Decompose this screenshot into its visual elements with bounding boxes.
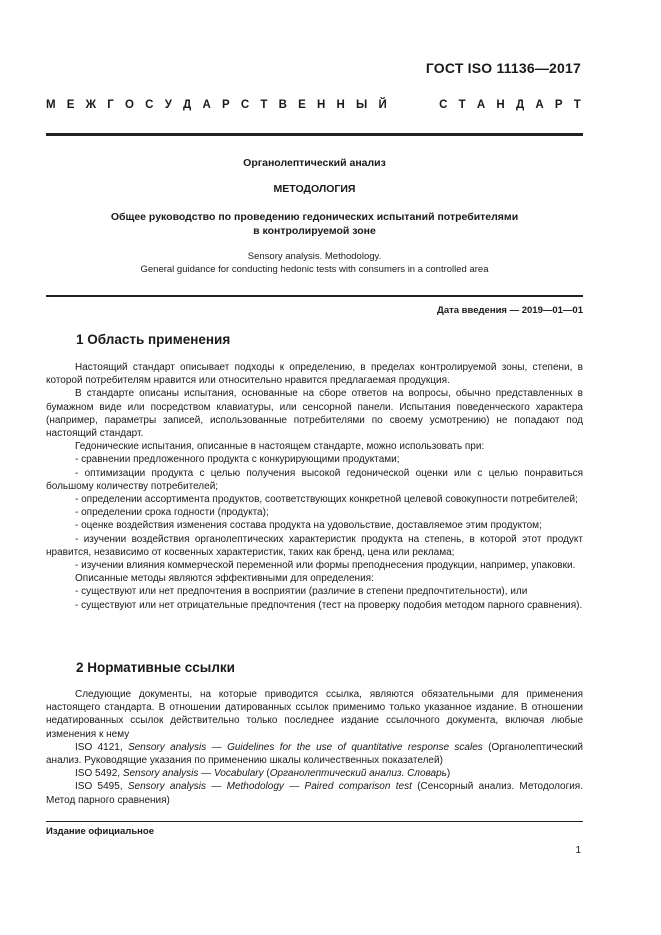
reference-title: Sensory analysis — Vocabulary [122,768,264,780]
banner-letter: С [439,99,448,111]
paragraph: Гедонические испытания, описанные в настоящем стандарте, можно использовать при: [75,441,485,453]
reference-code: ISO 5495, [75,781,123,793]
banner-letter: Д [515,99,525,111]
standard-id: ГОСТ ISO 11136—2017 [425,60,581,76]
reference-translation: (Органолептический анализ. Руководящие указания по применению шкалы количественных показателей) [46,741,584,767]
page-number: 1 [575,845,581,856]
banner-letter: А [535,99,544,111]
list-item: - сравнении предложенного продукта с конкурирующими продуктами; [75,454,400,466]
header-divider [46,133,583,136]
title-subtitle-line1: Общее руководство по проведению гедонических испытаний потребителями [110,211,519,223]
banner-letter: В [278,99,287,111]
title-subtitle [46,210,583,238]
banner-letter: Д [183,99,192,111]
banner-gap [398,99,428,111]
reference-title: Sensory analysis — Methodology — Paired comparison test [127,781,412,793]
banner-letter: А [476,99,486,111]
section-2-body [46,688,583,807]
banner-letter: Н [496,99,505,111]
title-main: МЕТОДОЛОГИЯ [273,183,356,195]
reference-translation: Органолептический анализ. Словарь [269,768,447,780]
section-1-heading: 1 Область применения [76,332,231,347]
banner-letter: С [240,99,250,111]
banner-letter: Ы [356,99,368,111]
banner-letter: Е [66,99,75,111]
banner-letter: Н [316,99,326,111]
reference-item [46,741,583,767]
list-item: - существуют или нет отрицательные предпочтения (тест на проверку подобия методом парного сравнения). [75,599,583,611]
banner-letter: Г [107,99,114,111]
banner-letter: Р [221,99,230,111]
reference-code: ISO 5492, [75,768,121,780]
section-2-heading: 2 Нормативные ссылки [76,660,235,675]
banner-letter: С [145,99,154,111]
list-item: - оптимизации продукта с целью получения высокой гедонической оценки или с целью понравиться большому количеству потребителей; [46,467,583,492]
banner-letter: О [125,99,134,111]
paragraph: В стандарте описаны испытания, основанные на сборе ответов на вопросы, обычно представленных в бумажном виде или посредством клавиатуры, или сенсорной панели. Испытания поведенческого характера (например, параметры записей, использованные потребителями по своему усмотрению) не попадают под настоящий стандарт. [46,388,583,440]
footer-divider [46,821,583,822]
list-item: - изучении влияния коммерческой переменной или формы преподнесения продукции, например, упаковки. [75,560,576,572]
paragraph: Описанные методы являются эффективными для определения: [75,573,374,585]
banner-letter: Т [458,99,466,111]
banner-letter: М [46,99,56,111]
list-item: - определении срока годности (продукта); [75,507,269,519]
banner-letter: Т [573,99,581,111]
title-divider [46,295,583,297]
banner-letter: Й [378,99,387,111]
paragraph: Настоящий стандарт описывает подходы к определению, в пределах контролируемой зоны, степени, в которой потребителям нравится или относительно нравится предлагаемая продукция. [46,362,583,387]
list-item: - оценке воздействия изменения состава продукта на удовольствие, доставляемое этим продуктом; [75,520,542,532]
interstate-standard-banner [46,99,581,111]
banner-letter: Т [260,99,268,111]
edition-label: Издание официальное [46,826,154,837]
banner-letter: Н [336,99,345,111]
reference-translation: (Сенсорный анализ. Методология. Метод парного сравнения) [46,781,584,806]
paragraph: Следующие документы, на которые приводится ссылка, являются обязательными для применения настоящего стандарта. В отношении датированных ссылок применимо только указанное издание. В отношении недатированных ссылок действительно только последнее издание ссылочного документа, включая любые изменения к нему [46,689,583,740]
title-english-line1: Sensory analysis. Methodology. [247,251,382,262]
reference-item [46,767,583,780]
banner-letter: Е [298,99,306,111]
title-english [46,250,583,276]
section-1-body [46,361,583,612]
list-item: - существуют или нет предпочтения в восприятии (различие в степени предпочтительности), или [75,586,528,598]
reference-item [46,780,583,806]
introduction-date: Дата введения — 2019—01—01 [437,305,583,316]
title-subtitle-line2: в контролируемой зоне [253,225,376,237]
title-subject: Органолептический анализ [243,157,386,169]
reference-translation-open: ( [266,768,270,780]
banner-letter: Р [554,99,563,111]
reference-title: Sensory analysis — Guidelines for the use of quantitative response scales [128,741,483,753]
banner-letter: А [202,99,211,111]
banner-letter: Ж [85,99,97,111]
list-item: - изучении воздействия органолептических характеристик продукта на степень, в которой этот продукт нравится, независимо от косвенных характеристик, таких как бренд, цена или реклама; [46,533,583,558]
title-english-line2: General guidance for conducting hedonic tests with consumers in a controlled area [140,264,489,275]
banner-letter: У [164,99,172,111]
reference-translation-close: ) [446,768,451,780]
list-item: - определении ассортимента продуктов, соответствующих конкретной целевой совокупности потребителей; [75,494,578,506]
reference-code: ISO 4121, [75,741,123,753]
